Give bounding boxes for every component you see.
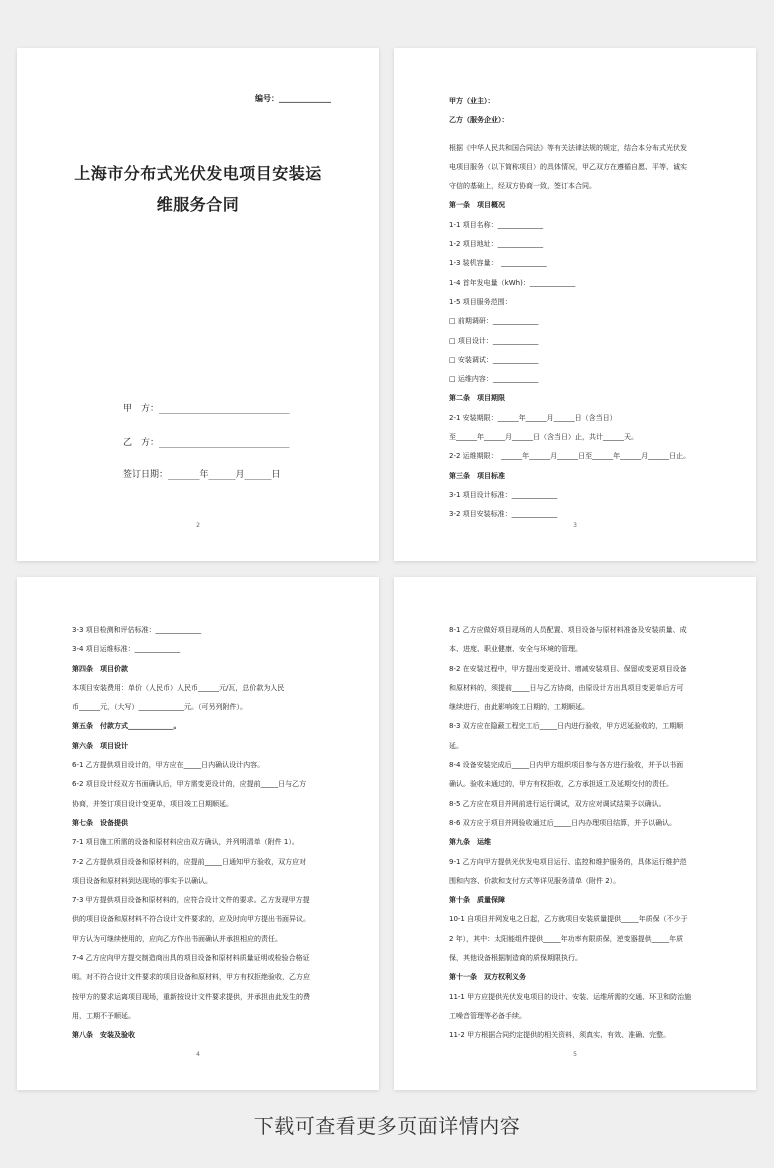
contract-clause-line: 3-1 项目设计标准：_____________ (449, 490, 558, 499)
section-heading: 第九条 运维 (449, 838, 491, 847)
contract-clause-line: 2-1 安装期限：______年______月______日（含当日） (449, 413, 617, 422)
contract-clause-line: 工噪音管理等必备手续。 (449, 1011, 526, 1020)
contract-clause-line: 延。 (449, 741, 463, 750)
sign-date-line: 签订日期：_______年______月______日 (123, 470, 281, 480)
section-heading: 第八条 安装及验收 (72, 1031, 135, 1040)
contract-clause-line: 9-1 乙方向甲方提供光伏发电项目运行、监控和维护服务的，具体运行维护范 (449, 857, 687, 866)
contract-clause-line: 3-4 项目运维标准：_____________ (72, 645, 181, 654)
contract-clause-line: 确认。验收未通过的，甲方有权拒收，乙方承担返工及延期交付的责任。 (449, 780, 673, 789)
page-number: 5 (573, 1051, 577, 1058)
contract-clause-line: 3-3 项目检测和评估标准：_____________ (72, 626, 202, 634)
contract-clause-line: 守信的基础上，经双方协商一致，签订本合同。 (449, 182, 596, 191)
page-4 (17, 577, 379, 1090)
contract-clause-line: 币______元，（大写）_____________元。（可另列附件）。 (72, 703, 247, 712)
contract-clause-line: 8-5 乙方应在项目并网前进行运行调试，双方应对调试结果予以确认。 (449, 799, 666, 808)
section-heading: 甲方（业主）： (449, 97, 495, 105)
contract-clause-line: 8-2 在安装过程中，甲方提出变更设计、增减安装项目、保留或变更项目设备 (449, 664, 687, 673)
section-heading: 第七条 设备提供 (72, 818, 128, 827)
section-heading: 第十一条 双方权利义务 (449, 973, 526, 982)
contract-clause-line: 本、进度、职业健康、安全与环境的管理。 (449, 645, 582, 654)
section-heading: 第十条 质量保障 (449, 896, 505, 905)
contract-clause-line: 本项目安装费用：单价（人民币）人民币______元/瓦，总价款为人民 (72, 683, 285, 692)
contract-clause-line: 按甲方的要求运离项目现场，重新按设计文件要求提供，并承担由此发生的费 (72, 992, 310, 1001)
contract-clause-line: 7-1 项目施工所需的设备和原材料应由双方确认，并列明清单（附件 1）。 (72, 838, 299, 847)
contract-clause-line: 10-1 自项目并网发电之日起，乙方就项目安装质量提供_____年质保（不少于 (449, 915, 688, 924)
contract-title (73, 158, 323, 220)
contract-clause-line: 明。对不符合设计文件要求的项目设备和原材料，甲方有权拒绝验收，乙方应 (72, 973, 310, 982)
page-cover (17, 48, 379, 561)
section-heading: 第二条 项目期限 (449, 394, 505, 403)
contract-clause-line: 1-4 首年发电量（kWh)：_____________ (449, 278, 576, 287)
section-heading: 第五条 付款方式_____________。 (72, 722, 181, 731)
party-a-line: 甲 方：_____________________________ (123, 404, 290, 414)
contract-clause-line: 和原材料的，须提前_____日与乙方协商，由原设计方出具项目变更单后方可 (449, 683, 684, 692)
contract-clause-line: 1-2 项目地址：_____________ (449, 240, 544, 249)
contract-clause-line: 围和内容、价款和支付方式等详见服务清单（附件 2）。 (449, 876, 621, 885)
contract-clause-line: 11-1 甲方应提供光伏发电项目的设计、安装、运维所需的交通、环卫和防治施 (449, 992, 692, 1001)
contract-number-label: 编号：_____________ (255, 94, 331, 103)
contract-clause-line: 7-2 乙方提供项目设备和原材料的，应提前_____日通知甲方验收，双方应对 (72, 857, 307, 866)
contract-clause-line: □ 前期调研：_____________ (449, 317, 539, 326)
page-5-body (449, 621, 719, 1046)
contract-clause-line: 至______年______月______日（含当日）止，共计______天。 (449, 433, 638, 442)
paragraph-gap (449, 131, 719, 139)
page-number: 2 (196, 522, 200, 529)
section-heading: 第一条 项目概况 (449, 201, 505, 210)
contract-clause-line: 根据《中华人民共和国合同法》等有关法律法规的规定，结合本分布式光伏发 (449, 143, 687, 152)
contract-clause-line: 11-2 甲方根据合同约定提供的相关资料，须真实、有效、准确、完整。 (449, 1031, 671, 1040)
title-line-2: 维服务合同 (156, 195, 240, 214)
contract-clause-line: 项目设备和原材料到达现场的事实予以确认。 (72, 876, 212, 885)
contract-clause-line: 6-1 乙方提供项目设计的，甲方应在_____日内确认设计内容。 (72, 761, 265, 770)
contract-clause-line: 协商，并签订项目设计变更单，项目竣工日期顺延。 (72, 799, 233, 808)
contract-clause-line: 保，其他设备根据制造商的质保期限执行。 (449, 954, 582, 963)
party-b-line: 乙 方：_____________________________ (123, 438, 290, 448)
page-5 (394, 577, 756, 1090)
contract-clause-line: 2 年），其中：太阳能组件提供_____年功率有限质保，逆变器提供_____年质 (449, 934, 684, 943)
contract-clause-line: 继续进行，由此影响竣工日期的，工期顺延。 (449, 703, 589, 712)
page-number: 4 (196, 1051, 200, 1058)
contract-clause-line: 用，工期不予顺延。 (72, 1011, 135, 1020)
download-caption[interactable]: 下载可查看更多页面详情内容 (253, 1114, 521, 1138)
contract-clause-line: 8-1 乙方应做好项目现场的人员配置、项目设备与原材料准备及安装质量、成 (449, 626, 687, 634)
contract-clause-line: 6-2 项目设计经双方书面确认后，甲方需变更设计的，应提前_____日与乙方 (72, 780, 307, 789)
contract-clause-line: 1-1 项目名称：_____________ (449, 220, 544, 229)
section-heading: 第六条 项目设计 (72, 741, 128, 750)
contract-clause-line: 甲方认为可继续使用的，应向乙方作出书面确认并承担相应的责任。 (72, 934, 282, 943)
contract-clause-line: □ 运维内容：_____________ (449, 375, 539, 384)
contract-clause-line: 2-2 运维期限： ______年______月______日至______年______月______日止。 (449, 452, 691, 461)
contract-clause-line: 8-3 双方应在隐蔽工程完工后_____日内进行验收，甲方迟延验收的，工期顺 (449, 722, 684, 731)
contract-clause-line: 1-3 装机容量： _____________ (449, 259, 547, 268)
section-heading: 第三条 项目标准 (449, 471, 505, 480)
page-4-body (72, 621, 342, 1046)
contract-clause-line: 8-4 设备安装完成后_____日内甲方组织项目参与各方进行验收，并予以书面 (449, 761, 684, 770)
page-3-body (449, 92, 719, 525)
contract-clause-line: □ 安装调试：_____________ (449, 355, 539, 364)
contract-clause-line: 8-6 双方应于项目并网验收通过后_____日内办理项目结算，并予以确认。 (449, 818, 677, 827)
title-line-1: 上海市分布式光伏发电项目安装运 (74, 164, 322, 183)
contract-clause-line: □ 项目设计：_____________ (449, 336, 539, 345)
contract-clause-line: 供的项目设备和原材料不符合设计文件要求的，应及时向甲方提出书面异议。 (72, 915, 310, 924)
contract-clause-line: 电项目服务（以下简称项目）的具体情况，甲乙双方在遵循自愿、平等、诚实 (449, 162, 687, 171)
contract-clause-line: 1-5 项目服务范围： (449, 297, 512, 306)
section-heading: 第四条 项目价款 (72, 664, 128, 673)
page-number: 3 (573, 522, 577, 529)
section-heading: 乙方（服务企业）： (449, 116, 509, 125)
contract-clause-line: 3-2 项目安装标准：_____________ (449, 510, 558, 519)
contract-clause-line: 7-3 甲方提供项目设备和原材料的，应符合设计文件的要求。乙方发现甲方提 (72, 896, 310, 905)
contract-clause-line: 7-4 乙方应向甲方提交制造商出具的项目设备和原材料质量证明或检验合格证 (72, 954, 310, 963)
page-3 (394, 48, 756, 561)
